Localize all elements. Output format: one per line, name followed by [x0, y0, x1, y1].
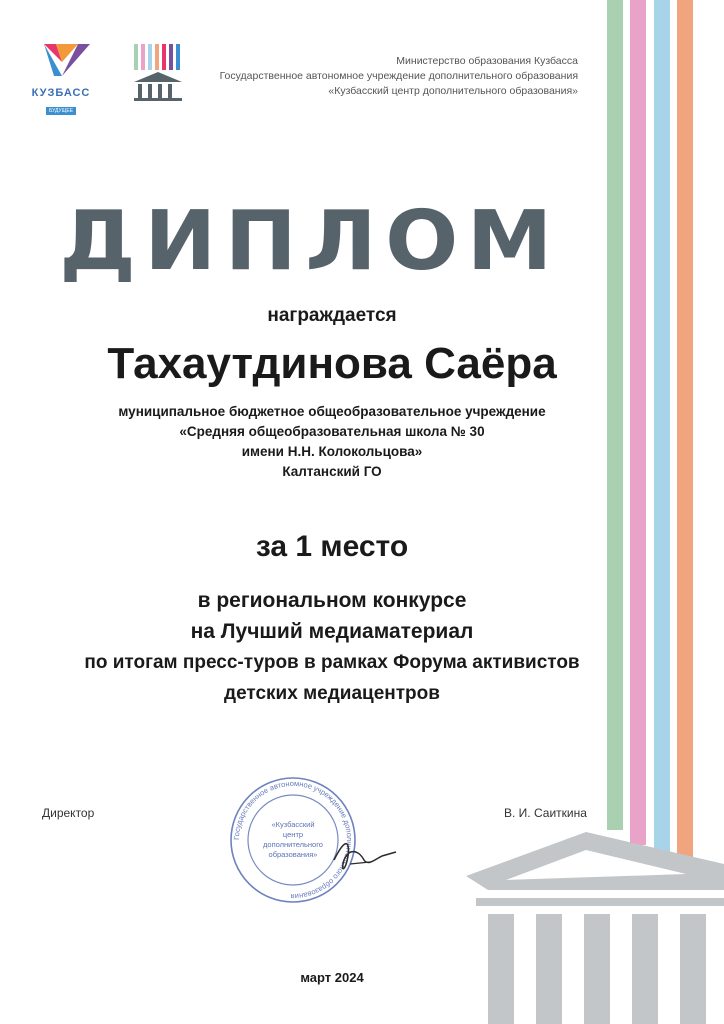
- building-icon: [436, 818, 724, 1024]
- org-line: Министерство образования Кузбасса: [396, 55, 578, 67]
- stamp-inner-line: «Кузбасский: [271, 820, 315, 829]
- diploma-title: ДИПЛОМ: [59, 194, 561, 289]
- recipient-name: Тахаутдинова Саёра: [107, 339, 557, 388]
- signature-scribble-icon: [330, 830, 400, 880]
- kuzbass-logo: [26, 40, 96, 114]
- institution-line: Калтанский ГО: [282, 464, 382, 479]
- kuzbass-center-logo-icon: [130, 40, 186, 102]
- org-line: «Кузбасский центр дополнительного образования»: [328, 85, 578, 97]
- stamp-inner-line: образования»: [268, 850, 318, 859]
- contest-line: детских медиацентров: [224, 683, 440, 704]
- org-line: Государственное автономное учреждение дополнительного образования: [219, 70, 578, 82]
- org-header: [200, 54, 578, 99]
- signatory-role: Директор: [42, 806, 95, 820]
- kuzbass-logo-sub: БУДУЩЕЕ: [46, 107, 76, 115]
- kuzbass-emblem-icon: [26, 40, 96, 82]
- contest-line: на Лучший медиаматериал: [190, 620, 474, 643]
- stamp-inner-line: центр: [282, 830, 304, 839]
- institution-line: «Средняя общеобразовательная школа № 30: [179, 424, 485, 439]
- institution-line: имени Н.Н. Колокольцова»: [241, 444, 423, 459]
- institution: [0, 402, 664, 482]
- awarded-label: награждается: [267, 305, 397, 326]
- signatory-name: В. И. Саиткина: [504, 806, 587, 820]
- contest-line: в региональном конкурсе: [197, 589, 467, 612]
- stripe-orange: [677, 0, 693, 865]
- issue-date: март 2024: [300, 970, 364, 985]
- contest-description: [0, 585, 664, 709]
- place-awarded: за 1 место: [255, 530, 409, 563]
- kuzbass-logo-text: КУЗБАСС: [31, 87, 91, 99]
- institution-line: муниципальное бюджетное общеобразовательное учреждение: [118, 404, 546, 419]
- stamp-outer-text: Государственное автономное учреждение дополнительного образования: [231, 778, 355, 902]
- stamp-inner-line: дополнительного: [263, 840, 323, 849]
- contest-line: по итогам пресс-туров в рамках Форума активистов: [84, 652, 580, 673]
